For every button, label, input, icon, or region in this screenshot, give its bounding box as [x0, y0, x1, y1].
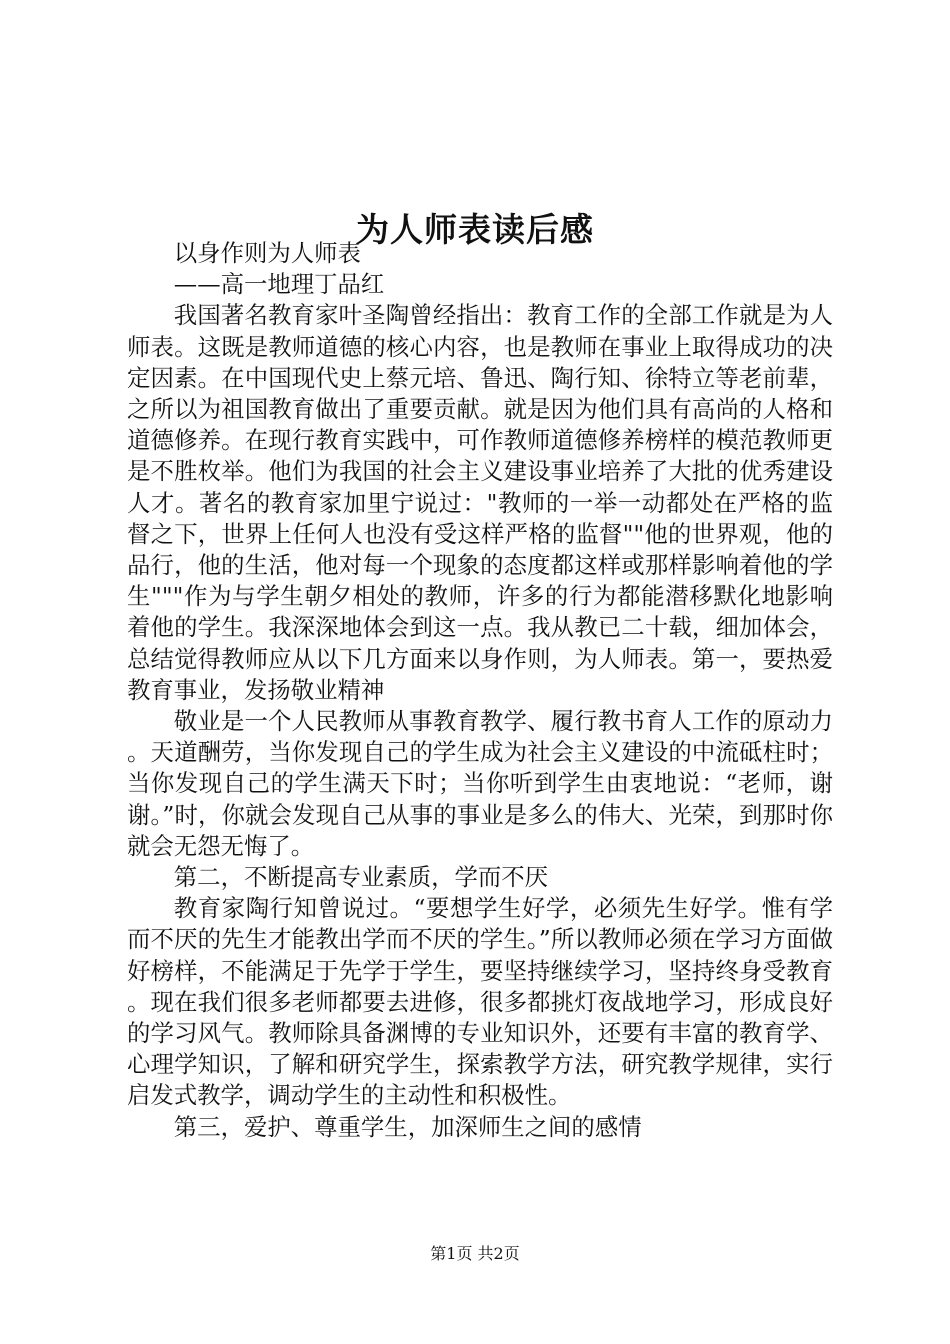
subtitle-line: 以身作则为人师表	[173, 239, 361, 267]
body-paragraph: 我国著名教育家叶圣陶曾经指出：教育工作的全部工作就是为人师表。这既是教师道德的核心内容，也是教师在事业上取得成功的决定因素。在中国现代史上蔡元培、鲁迅、陶行知、徐特立等老前辈，之所以为祖国教育做出了重要贡献。就是因为他们具有高尚的人格和道德修养。在现行教育实践中，可作教师道德修养榜样的模范教师更是不胜枚举。他们为我国的社会主义建设事业培养了大批的优秀建设人才。著名的教育家加里宁说过："教师的一举一动都处在严格的监督之下，世界上任何人也没有受这样严格的监督""他的世界观，他的品行，他的生活，他对每一个现象的态度都这样或那样影响着他的学生"""作为与学生朝夕相处的教师，许多的行为都能潜移默化地影响着他的学生。我深深地体会到这一点。我从教已二十载，细加体会，总结觉得教师应从以下几方面来以身作则，为人师表。第一，要热爱教育事业，发扬敬业精神	[127, 301, 833, 704]
author-line: ——高一地理丁品红	[173, 270, 385, 299]
body-paragraph: 敬业是一个人民教师从事教育教学、履行教书育人工作的原动力。天道酬劳，当你发现自己的学生成为社会主义建设的中流砥柱时；当你发现自己的学生满天下时；当你听到学生由衷地说：“老师，谢谢。”时，你就会发现自己从事的事业是多么的伟大、光荣，到那时你就会无怨无悔了。	[127, 707, 833, 860]
section-heading: 第三，爱护、尊重学生，加深师生之间的感情	[173, 1112, 642, 1141]
page-number: 第1页 共2页	[430, 1244, 520, 1263]
document-body	[127, 238, 833, 1143]
page-title: 为人师表读后感	[356, 210, 594, 250]
section-heading: 第二，不断提高专业素质，学而不厌	[173, 863, 549, 892]
body-paragraph: 教育家陶行知曾说过。“要想学生好学，必须先生好学。惟有学而不厌的先生才能教出学而不厌的学生。”所以教师必须在学习方面做好榜样，不能满足于先学于学生，要坚持继续学习，坚持终身受教育。现在我们很多老师都要去进修，很多都挑灯夜战地学习，形成良好的学习风气。教师除具备渊博的专业知识外，还要有丰富的教育学、心理学知识，了解和研究学生，探索教学方法，研究教学规律，实行启发式教学，调动学生的主动性和积极性。	[127, 894, 833, 1110]
